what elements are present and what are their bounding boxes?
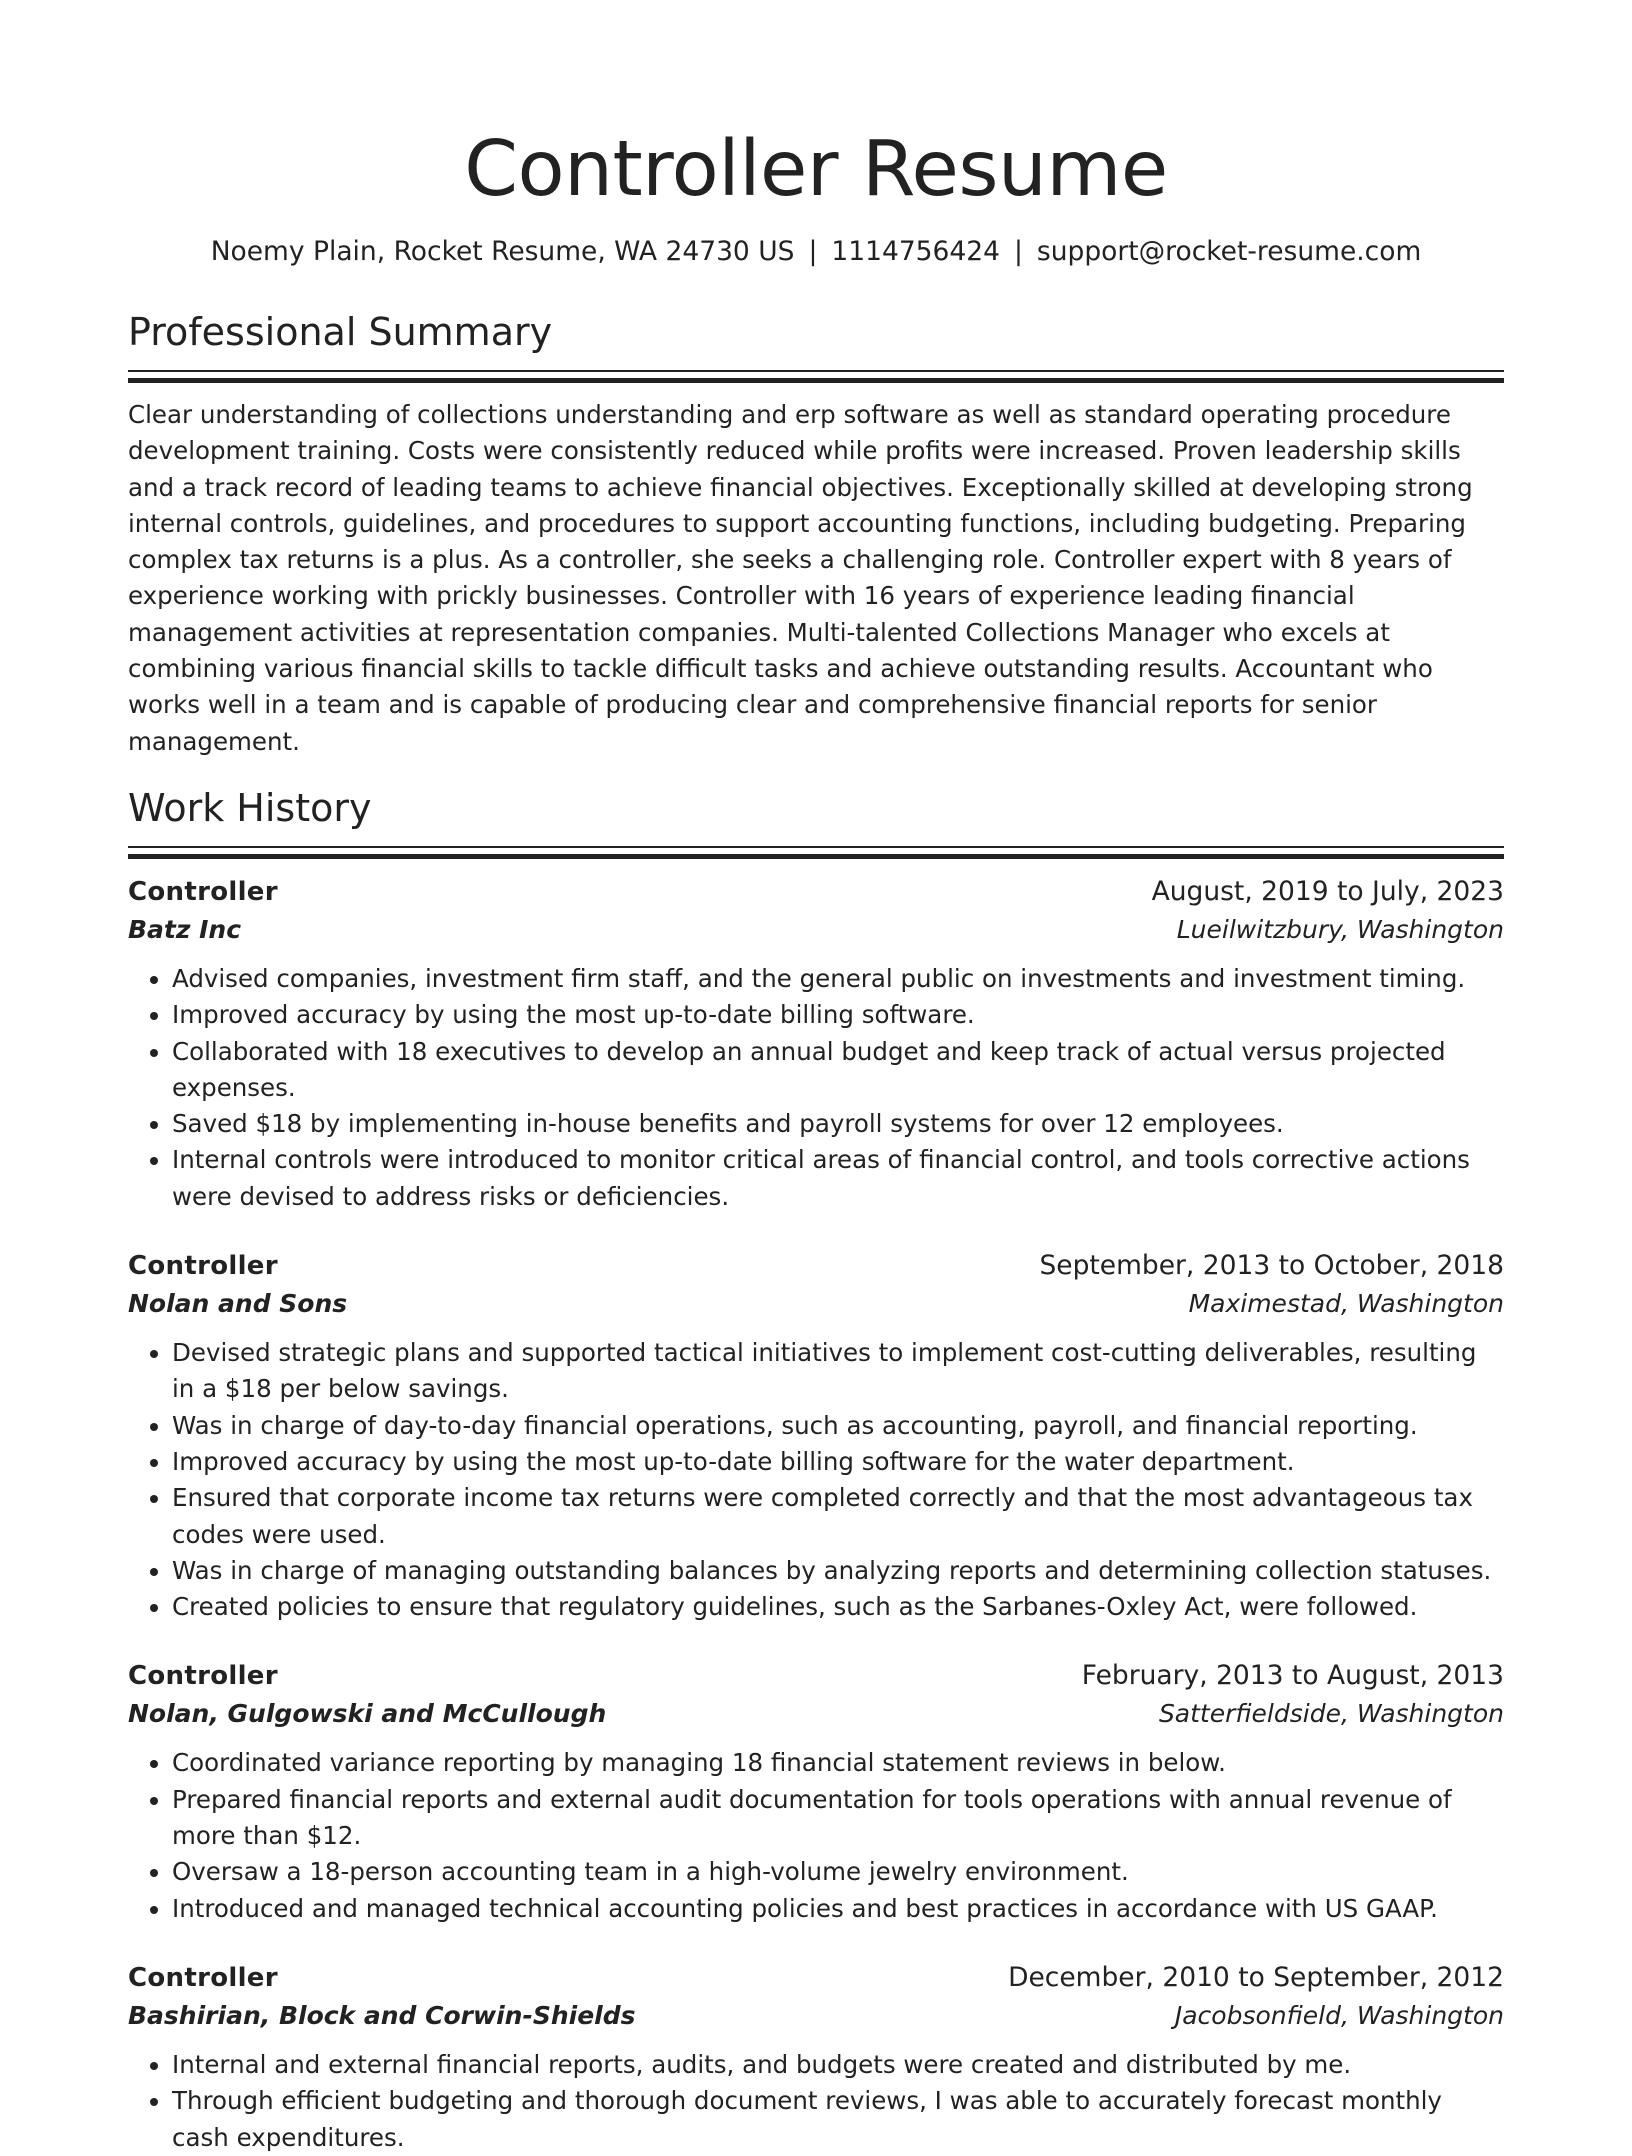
job-list: [128, 873, 1504, 2156]
job-location: Maximestad, Washington: [1188, 1289, 1504, 1319]
work-history-section: [128, 784, 1504, 2156]
contact-phone: 1114756424: [831, 236, 1000, 267]
resume-title: Controller Resume: [464, 125, 1168, 214]
contact-line: [128, 234, 1504, 270]
job-title: Controller: [128, 1661, 278, 1692]
list-item: • Improved accuracy by using the most up-to-date billing software.: [172, 997, 1504, 1033]
list-item: • Through efficient budgeting and thorough document reviews, I was able to accurately forecast monthly cash expenditures.: [172, 2083, 1504, 2156]
list-item: • Collaborated with 18 executives to develop an annual budget and keep track of actual versus projected expenses.: [172, 1034, 1504, 1107]
list-item: • Coordinated variance reporting by managing 18 financial statement reviews in below.: [172, 1745, 1504, 1781]
job-bullets: [128, 961, 1504, 1215]
list-item: • Ensured that corporate income tax returns were completed correctly and that the most advantageous tax codes were used.: [172, 1480, 1504, 1553]
job-entry: [128, 1959, 1504, 2156]
job-dates: February, 2013 to August, 2013: [1081, 1660, 1504, 1692]
job-entry: [128, 873, 1504, 1215]
list-item: • Prepared financial reports and external audit documentation for tools operations with annual revenue of more than $12.: [172, 1782, 1504, 1855]
contact-separator: |: [1013, 236, 1023, 267]
list-item: • Advised companies, investment firm staff, and the general public on investments and investment timing.: [172, 961, 1504, 997]
job-company: Bashirian, Block and Corwin-Shields: [128, 2000, 636, 2030]
list-item: • Saved $18 by implementing in-house benefits and payroll systems for over 12 employees.: [172, 1106, 1504, 1142]
list-item: • Internal controls were introduced to monitor critical areas of financial control, and tools corrective actions were devised to address risks or deficiencies.: [172, 1142, 1504, 1215]
contact-email: support@rocket-resume.com: [1036, 236, 1422, 267]
list-item: • Was in charge of day-to-day financial operations, such as accounting, payroll, and financial reporting.: [172, 1408, 1504, 1444]
job-company: Nolan and Sons: [128, 1289, 348, 1319]
job-title: Controller: [128, 1251, 278, 1282]
job-bullets: [128, 1745, 1504, 1926]
contact-separator: |: [808, 236, 818, 267]
job-location: Jacobsonfield, Washington: [1174, 2000, 1504, 2030]
job-company: Batz Inc: [128, 914, 242, 944]
job-dates: September, 2013 to October, 2018: [1039, 1250, 1504, 1282]
professional-summary-section: [128, 308, 1504, 760]
section-divider: [128, 846, 1504, 857]
section-heading-work-history: Work History: [128, 785, 372, 830]
list-item: • Was in charge of managing outstanding balances by analyzing reports and determining collection statuses.: [172, 1553, 1504, 1589]
list-item: • Internal and external financial reports, audits, and budgets were created and distributed by me.: [172, 2047, 1504, 2083]
list-item: • Oversaw a 18-person accounting team in a high-volume jewelry environment.: [172, 1854, 1504, 1890]
job-location: Satterfieldside, Washington: [1158, 1699, 1504, 1729]
job-location: Lueilwitzbury, Washington: [1176, 914, 1504, 944]
job-entry: [128, 1657, 1504, 1926]
section-divider: [128, 370, 1504, 381]
job-title: Controller: [128, 876, 278, 907]
job-title: Controller: [128, 1962, 278, 1993]
section-heading-summary: Professional Summary: [128, 310, 553, 354]
job-dates: December, 2010 to September, 2012: [1008, 1961, 1504, 1993]
list-item: • Improved accuracy by using the most up-to-date billing software for the water department.: [172, 1444, 1504, 1480]
job-company: Nolan, Gulgowski and McCullough: [128, 1699, 607, 1729]
job-bullets: [128, 2047, 1504, 2156]
job-bullets: [128, 1335, 1504, 1625]
job-dates: August, 2019 to July, 2023: [1151, 875, 1504, 907]
contact-address: Noemy Plain, Rocket Resume, WA 24730 US: [210, 236, 795, 267]
summary-text: Clear understanding of collections understanding and erp software as well as standard operating procedure development training. Costs were consistently reduced while profits were increased. Proven leadership skills and a track record of leading teams to achieve financial objectives. Exceptionally skilled at developing strong internal controls, guidelines, and procedures to support accounting functions, including budgeting. Preparing complex tax returns is a plus. As a controller, she seeks a challenging role. Controller expert with 8 years of experience working with prickly businesses. Controller with 16 years of experience leading financial management activities at representation companies. Multi-talented Collections Manager who excels at combining various financial skills to tackle difficult tasks and achieve outstanding results. Accountant who works well in a team and is capable of producing clear and comprehensive financial reports for senior management.: [128, 400, 1473, 756]
list-item: • Introduced and managed technical accounting policies and best practices in accordance with US GAAP.: [172, 1891, 1504, 1927]
list-item: • Created policies to ensure that regulatory guidelines, such as the Sarbanes-Oxley Act, were followed.: [172, 1589, 1504, 1625]
list-item: • Devised strategic plans and supported tactical initiatives to implement cost-cutting deliverables, resulting in a $18 per below savings.: [172, 1335, 1504, 1408]
job-entry: [128, 1247, 1504, 1625]
resume-page: [128, 0, 1504, 2156]
